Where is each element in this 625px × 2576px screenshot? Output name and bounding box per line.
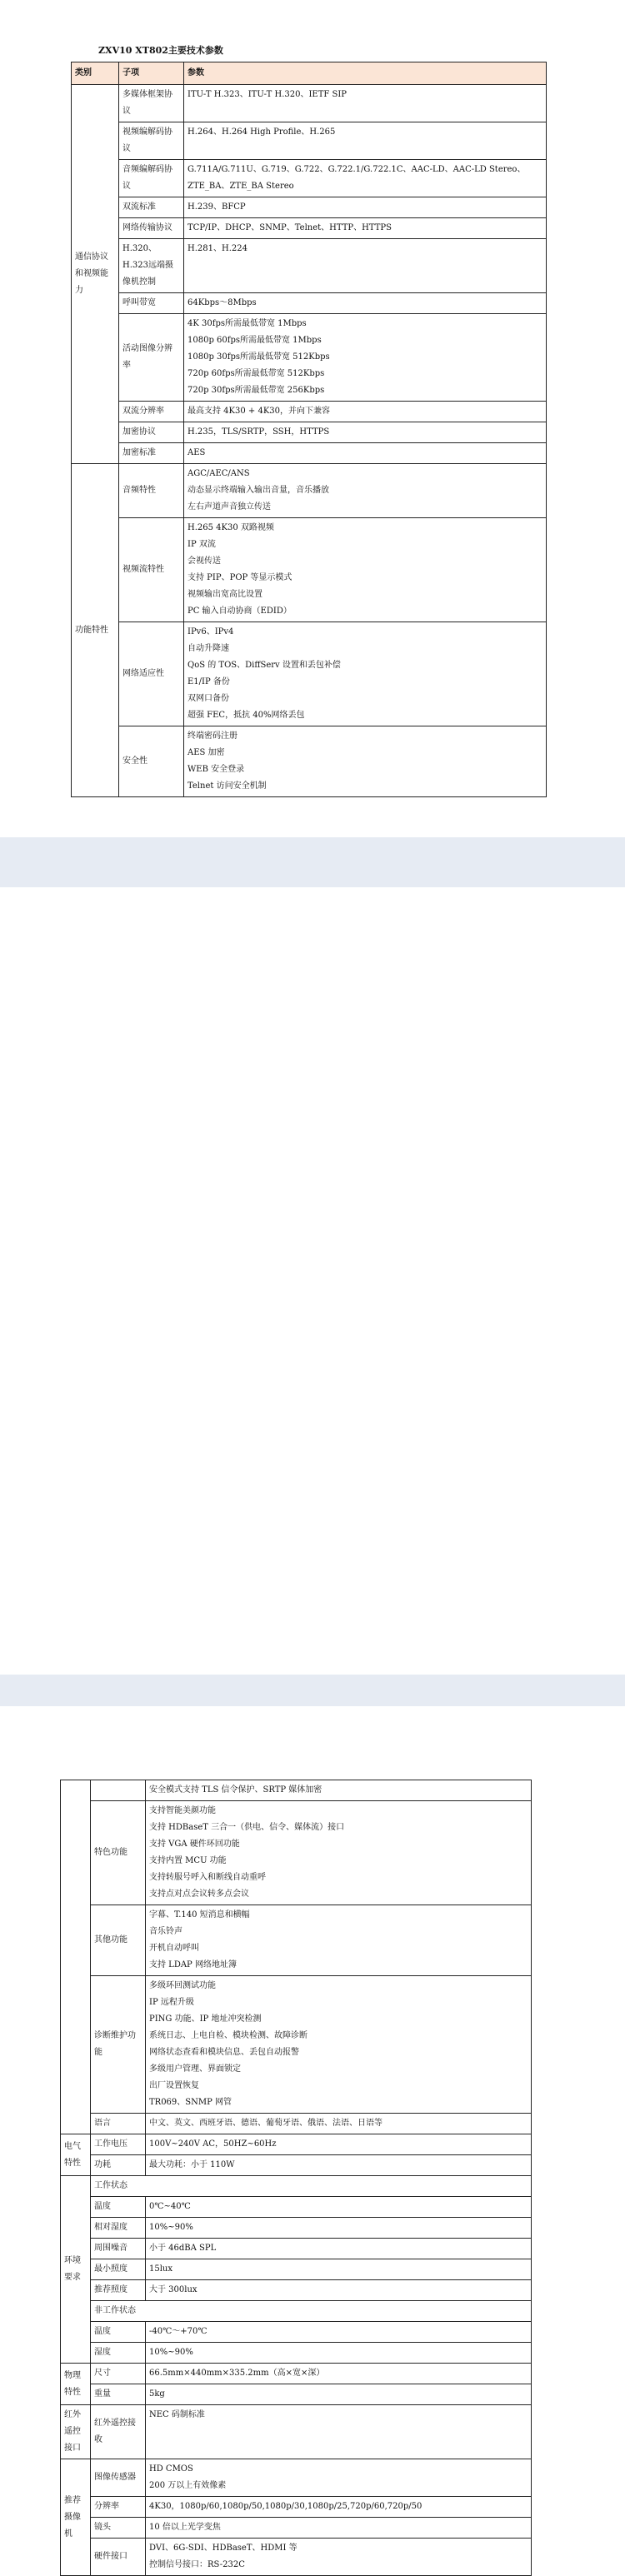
table-row <box>61 2114 532 2134</box>
category-cell-continued <box>61 1780 91 2134</box>
param-cell <box>146 2343 532 2364</box>
item-cell: 其他功能 <box>91 1905 146 1976</box>
param-line: 大于 300lux <box>149 2285 198 2294</box>
param-cell <box>146 2497 532 2518</box>
param-cell <box>184 422 547 443</box>
param-cell <box>146 2518 532 2539</box>
table-row <box>61 2134 532 2155</box>
param-cell <box>146 2197 532 2218</box>
param-line: 支持点对点会议转多点会议 <box>149 1890 249 1899</box>
param-line: 5kg <box>149 2389 165 2399</box>
param-cell <box>146 2134 532 2155</box>
param-line: 终端密码注册 <box>188 731 238 741</box>
item-cell: 安全性 <box>119 726 184 797</box>
param-line: 出厂设置恢复 <box>149 2081 199 2090</box>
category-cell: 通信协议和视频能力 <box>72 85 119 464</box>
param-line: 10%~90% <box>149 2348 193 2357</box>
category-cell: 红外遥控接口 <box>61 2405 91 2459</box>
param-line: AGC/AEC/ANS <box>188 469 250 478</box>
param-cell <box>146 2539 532 2576</box>
item-cell: 红外遥控接收 <box>91 2405 146 2459</box>
table-row <box>61 2176 532 2197</box>
param-line: 支持 PIP、POP 等显示模式 <box>188 573 292 582</box>
param-line: 支持内置 MCU 功能 <box>149 1856 227 1865</box>
item-cell: 网络传输协议 <box>119 218 184 239</box>
subsection-cell: 工作状态 <box>91 2176 532 2197</box>
param-line: 左右声道声音独立传送 <box>188 502 271 512</box>
item-cell: 特色功能 <box>91 1801 146 1905</box>
table-row <box>72 293 547 314</box>
document-title: ZXV10 XT802主要技术参数 <box>98 45 223 56</box>
param-line: WEB 安全登录 <box>188 765 245 774</box>
param-cell <box>146 2155 532 2176</box>
param-line: 自动升降速 <box>188 644 229 653</box>
item-cell: 语言 <box>91 2114 146 2134</box>
item-cell: 网络适应性 <box>119 622 184 726</box>
param-line: 0℃~40℃ <box>149 2202 191 2211</box>
param-line: E1/IP 备份 <box>188 677 230 686</box>
param-line: 1080p 60fps所需最低带宽 1Mbps <box>188 336 322 345</box>
table-row <box>61 2218 532 2239</box>
page-gap <box>0 837 625 887</box>
table-row <box>61 2459 532 2497</box>
item-cell: 分辨率 <box>91 2497 146 2518</box>
item-cell-continued <box>91 1780 146 1801</box>
table-row <box>61 1976 532 2114</box>
table-row <box>61 2239 532 2259</box>
param-line: 最大功耗：小于 110W <box>149 2160 235 2169</box>
category-cell: 电气特性 <box>61 2134 91 2176</box>
param-line: IPv6、IPv4 <box>188 627 234 637</box>
param-line: 720p 30fps所需最低带宽 256Kbps <box>188 386 325 395</box>
table-row <box>72 197 547 218</box>
param-line: 超强 FEC，抵抗 40%网络丢包 <box>188 711 305 720</box>
table-row <box>61 2301 532 2322</box>
table-row <box>61 2539 532 2576</box>
param-cell <box>184 197 547 218</box>
param-line: 系统日志、上电自检、模块检测、故障诊断 <box>149 2031 308 2040</box>
item-cell: 双流标准 <box>119 197 184 218</box>
table-row <box>61 2322 532 2343</box>
param-line: ITU-T H.323、ITU-T H.320、IETF SIP <box>188 90 348 99</box>
param-line: 4K30，1080p/60,1080p/50,1080p/30,1080p/25,720p/60,720p/50 <box>149 2502 422 2511</box>
param-line: 4K 30fps所需最低带宽 1Mbps <box>188 319 307 328</box>
param-line: -40℃～+70℃ <box>149 2327 208 2336</box>
item-cell: 工作电压 <box>91 2134 146 2155</box>
param-cell <box>184 160 547 197</box>
item-cell: 图像传感器 <box>91 2459 146 2497</box>
param-line: 10%~90% <box>149 2223 193 2232</box>
header-item: 子项 <box>119 62 184 85</box>
param-line: 支持转服号呼入和断线自动重呼 <box>149 1873 266 1882</box>
param-line: 200 万以上有效像素 <box>149 2481 227 2490</box>
table-row <box>72 218 547 239</box>
param-line: 中文、英文、西班牙语、德语、葡萄牙语、俄语、法语、日语等 <box>149 2119 382 2128</box>
param-line: 100V~240V AC，50HZ~60Hz <box>149 2139 277 2149</box>
param-line: 720p 60fps所需最低带宽 512Kbps <box>188 369 325 378</box>
table-row <box>61 2497 532 2518</box>
param-line: 开机自动呼叫 <box>149 1944 199 1953</box>
param-line: 动态显示终端输入输出音量，音乐播放 <box>188 486 329 495</box>
param-line: TCP/IP、DHCP、SNMP、Telnet、HTTP、HTTPS <box>188 223 392 232</box>
item-cell: 呼叫带宽 <box>119 293 184 314</box>
param-cell <box>146 2384 532 2405</box>
table-row <box>61 2259 532 2280</box>
header-category: 类别 <box>72 62 119 85</box>
table-row <box>72 85 547 122</box>
param-line: 字幕、T.140 短消息和横幅 <box>149 1910 250 1920</box>
spec-table-2 <box>60 1780 532 2576</box>
param-line: 小于 46dBA SPL <box>149 2244 217 2253</box>
param-cell <box>146 1976 532 2114</box>
param-line: 15lux <box>149 2264 173 2274</box>
table-row <box>61 1801 532 1905</box>
param-line: TR069、SNMP 网管 <box>149 2098 232 2107</box>
item-cell: 硬件接口 <box>91 2539 146 2576</box>
param-line: 视频输出宽高比设置 <box>188 590 262 599</box>
document-page-2 <box>0 887 625 2569</box>
item-cell: 双流分辨率 <box>119 402 184 422</box>
param-line: H.235，TLS/SRTP，SSH，HTTPS <box>188 427 330 437</box>
param-line: 1080p 30fps所需最低带宽 512Kbps <box>188 352 330 362</box>
param-line: 66.5mm×440mm×335.2mm（高×宽×深） <box>149 2369 325 2378</box>
param-line: NEC 码制标准 <box>149 2410 205 2419</box>
param-line: 双网口备份 <box>188 694 229 703</box>
param-line: QoS 的 TOS、DiffServ 设置和丢包补偿 <box>188 661 341 670</box>
category-cell: 推荐摄像机 <box>61 2459 91 2576</box>
table-row <box>72 518 547 622</box>
table-row <box>72 422 547 443</box>
param-line: 最高支持 4K30 + 4K30，并向下兼容 <box>188 407 331 416</box>
param-line: IP 远程升级 <box>149 1998 194 2007</box>
table-row <box>61 1905 532 1976</box>
param-cell <box>184 314 547 402</box>
item-cell: 加密协议 <box>119 422 184 443</box>
param-line: 支持 VGA 硬件环回功能 <box>149 1840 240 1849</box>
param-line: H.265 4K30 双路视频 <box>188 523 274 532</box>
document-page-1 <box>0 0 625 837</box>
param-cell <box>146 2218 532 2239</box>
category-cell: 功能特性 <box>72 464 119 797</box>
param-cell <box>184 443 547 464</box>
table-row <box>72 314 547 402</box>
param-cell <box>146 2114 532 2134</box>
param-line: DVI、6G-SDI、HDBaseT、HDMI 等 <box>149 2544 298 2553</box>
param-cell <box>146 2280 532 2301</box>
category-cell: 物理特性 <box>61 2364 91 2405</box>
param-line: 10 倍以上光学变焦 <box>149 2523 221 2532</box>
table-row <box>72 122 547 160</box>
table-row <box>72 160 547 197</box>
item-cell: 推荐照度 <box>91 2280 146 2301</box>
table-row <box>61 2384 532 2405</box>
param-cell <box>184 218 547 239</box>
item-cell: 活动图像分辨率 <box>119 314 184 402</box>
item-cell: 诊断维护功能 <box>91 1976 146 2114</box>
table-row <box>61 2364 532 2384</box>
param-cell <box>146 1905 532 1976</box>
spec-table-1 <box>71 62 547 797</box>
param-line: IP 双流 <box>188 540 216 549</box>
param-line: 64Kbps～8Mbps <box>188 298 257 307</box>
param-line: 多级用户管理、界面锁定 <box>149 2064 241 2074</box>
param-line: 支持智能美颜功能 <box>149 1806 216 1815</box>
param-line: 网络状态查看和模块信息、丢包自动报警 <box>149 2048 299 2057</box>
param-cell <box>184 239 547 293</box>
param-line: H.281、H.224 <box>188 244 248 253</box>
table-row <box>72 402 547 422</box>
param-cell <box>184 622 547 726</box>
item-cell: 功耗 <box>91 2155 146 2176</box>
param-line: H.264、H.264 High Profile、H.265 <box>188 127 336 137</box>
param-cell <box>184 122 547 160</box>
param-cell <box>184 402 547 422</box>
param-line: 支持 LDAP 网络地址簿 <box>149 1960 237 1969</box>
param-cell <box>146 2405 532 2459</box>
table-row <box>61 2343 532 2364</box>
param-line: G.711A/G.711U、G.719、G.722、G.722.1/G.722.1C、AAC-LD、AAC-LD Stereo、 <box>188 165 526 174</box>
item-cell: 多媒体框架协议 <box>119 85 184 122</box>
param-line: H.239、BFCP <box>188 202 246 212</box>
table-header-row <box>72 62 547 85</box>
table-row <box>61 2518 532 2539</box>
item-cell: 温度 <box>91 2322 146 2343</box>
table-row <box>61 2197 532 2218</box>
item-cell: 音频特性 <box>119 464 184 518</box>
header-param: 参数 <box>184 62 547 85</box>
param-cell <box>146 2364 532 2384</box>
category-cell: 环境要求 <box>61 2176 91 2364</box>
param-line: 支持 HDBaseT 三合一（供电、信令、媒体流）接口 <box>149 1823 345 1832</box>
param-cell <box>184 293 547 314</box>
table-row <box>72 622 547 726</box>
param-cell <box>146 2239 532 2259</box>
item-cell: 视频编解码协议 <box>119 122 184 160</box>
item-cell: 加密标准 <box>119 443 184 464</box>
table-row <box>61 2405 532 2459</box>
item-cell: 相对湿度 <box>91 2218 146 2239</box>
param-line: 音乐铃声 <box>149 1927 182 1936</box>
param-cell: 安全模式支持 TLS 信令保护、SRTP 媒体加密 <box>146 1780 532 1801</box>
item-cell: 湿度 <box>91 2343 146 2364</box>
table-row <box>72 443 547 464</box>
param-cell <box>146 2259 532 2280</box>
param-line: AES <box>188 448 206 457</box>
table-row <box>72 726 547 797</box>
param-line: ZTE_BA、ZTE_BA Stereo <box>188 182 294 191</box>
param-cell <box>184 518 547 622</box>
item-cell: 尺寸 <box>91 2364 146 2384</box>
param-line: AES 加密 <box>188 748 225 757</box>
param-line: 会视传送 <box>188 557 221 566</box>
param-cell <box>184 726 547 797</box>
param-cell <box>146 2322 532 2343</box>
param-cell <box>184 464 547 518</box>
param-cell <box>146 2459 532 2497</box>
item-cell: 重量 <box>91 2384 146 2405</box>
item-cell: 周围噪音 <box>91 2239 146 2259</box>
param-line: Telnet 访问安全机制 <box>188 781 267 791</box>
param-cell <box>184 85 547 122</box>
subsection-cell: 非工作状态 <box>91 2301 532 2322</box>
item-cell: 视频流特性 <box>119 518 184 622</box>
item-cell: 温度 <box>91 2197 146 2218</box>
item-cell: 音频编解码协议 <box>119 160 184 197</box>
table-row <box>61 2155 532 2176</box>
param-line: PC 输入自动协商（EDID） <box>188 607 292 616</box>
table-row <box>61 2280 532 2301</box>
param-line: 多级环回测试功能 <box>149 1981 216 1990</box>
table-row <box>61 1780 532 1801</box>
param-line: 控制信号接口：RS-232C <box>149 2560 245 2569</box>
table-row <box>72 239 547 293</box>
param-line: PING 功能、IP 地址冲突检测 <box>149 2014 262 2024</box>
item-cell: 镜头 <box>91 2518 146 2539</box>
param-cell <box>146 1801 532 1905</box>
param-line: HD CMOS <box>149 2464 193 2474</box>
item-cell: 最小照度 <box>91 2259 146 2280</box>
table-row <box>72 464 547 518</box>
item-cell: H.320、H.323远端摄像机控制 <box>119 239 184 293</box>
page-bottom-gap <box>0 1675 625 1706</box>
